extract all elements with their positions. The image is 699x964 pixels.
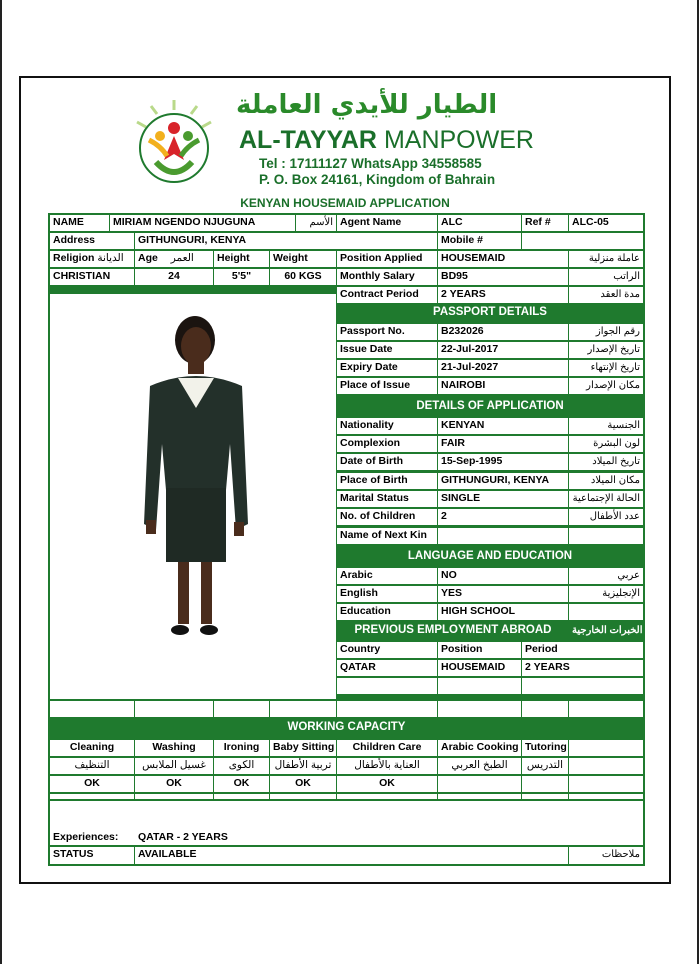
blank-cell xyxy=(438,701,521,717)
ref-value: ALC-05 xyxy=(569,215,643,231)
form-title: KENYAN HOUSEMAID APPLICATION xyxy=(240,196,450,210)
applicant-photo xyxy=(50,294,336,699)
contact-address: P. O. Box 24161, Kingdom of Bahrain xyxy=(259,172,496,187)
employment-col-position: Position xyxy=(438,642,521,658)
religion-label: Religion الديانة xyxy=(50,251,134,267)
marital-status-label: Marital Status xyxy=(337,491,437,507)
company-contact xyxy=(259,156,495,188)
name-label-ar: الأسم xyxy=(296,215,336,231)
monthly-salary-label: Monthly Salary xyxy=(337,269,437,285)
blank-cell xyxy=(438,794,521,799)
issue-date-value: 22-Jul-2017 xyxy=(438,342,568,358)
skill-tutoring: Tutoring xyxy=(522,740,568,756)
english-ar: الإنجليزية xyxy=(569,586,643,602)
place-of-birth-label: Place of Birth xyxy=(337,473,437,489)
blank-cell xyxy=(50,701,134,717)
mobile-value xyxy=(522,233,643,249)
address-label: Address xyxy=(50,233,134,249)
contact-phone: Tel : 17111127 WhatsApp 34558585 xyxy=(259,156,482,171)
skill-children-care: Children Care xyxy=(337,740,437,756)
marital-status-ar: الحالة الإجتماعية xyxy=(569,491,643,507)
skill-empty xyxy=(569,758,643,774)
skill-tutoring-value xyxy=(522,776,568,792)
name-label: NAME xyxy=(50,215,109,231)
page-edge-left xyxy=(0,0,2,964)
skill-arabic-cooking-value xyxy=(438,776,521,792)
skill-ironing: Ironing xyxy=(214,740,269,756)
skill-arabic-cooking-ar: الطبخ العربي xyxy=(438,758,521,774)
applicant-figure xyxy=(50,294,336,699)
expiry-date-value: 21-Jul-2027 xyxy=(438,360,568,376)
blank-cell xyxy=(569,701,643,717)
religion-value: CHRISTIAN xyxy=(50,269,134,285)
expiry-date-label: Expiry Date xyxy=(337,360,437,376)
monthly-salary-ar: الراتب xyxy=(569,269,643,285)
working-capacity-heading: WORKING CAPACITY xyxy=(50,720,643,738)
skill-children-care-value: OK xyxy=(337,776,437,792)
blank-cell xyxy=(270,701,336,717)
skill-ironing-value: OK xyxy=(214,776,269,792)
previous-employment-heading-ar: الخبرات الخارجية xyxy=(569,623,643,640)
education-value: HIGH SCHOOL xyxy=(438,604,568,620)
weight-value: 60 KGS xyxy=(270,269,336,285)
blank-cell xyxy=(337,794,437,799)
arabic-label: Arabic xyxy=(337,568,437,584)
skill-ironing-ar: الكوى xyxy=(214,758,269,774)
company-logo xyxy=(131,98,217,194)
date-of-birth-value: 15-Sep-1995 xyxy=(438,454,568,470)
place-of-issue-label: Place of Issue xyxy=(337,378,437,394)
nationality-label: Nationality xyxy=(337,418,437,434)
details-of-application-heading: DETAILS OF APPLICATION xyxy=(337,399,643,416)
passport-no-value: B232026 xyxy=(438,324,568,340)
weight-label: Weight xyxy=(270,251,336,267)
nationality-ar: الجنسية xyxy=(569,418,643,434)
no-of-children-value: 2 xyxy=(438,509,568,525)
language-education-heading: LANGUAGE AND EDUCATION xyxy=(337,549,643,566)
employment-col-period: Period xyxy=(522,642,643,658)
blank-cell xyxy=(214,794,269,799)
issue-date-label: Issue Date xyxy=(337,342,437,358)
skill-children-care-ar: العناية بالأطفال xyxy=(337,758,437,774)
position-applied-label: Position Applied xyxy=(337,251,437,267)
company-arabic-name: الطيار للأيدي العاملة xyxy=(236,90,498,120)
complexion-label: Complexion xyxy=(337,436,437,452)
employment-empty-cell xyxy=(337,678,437,694)
place-of-issue-ar: مكان الإصدار xyxy=(569,378,643,394)
english-label: English xyxy=(337,586,437,602)
mobile-label: Mobile # xyxy=(438,233,521,249)
skill-empty xyxy=(569,740,643,756)
blank-cell xyxy=(337,701,437,717)
employment-col-country: Country xyxy=(337,642,437,658)
height-value: 5'5" xyxy=(214,269,269,285)
age-value: 24 xyxy=(135,269,213,285)
position-applied-ar: عاملة منزلية xyxy=(569,251,643,267)
contract-period-ar: مدة العقد xyxy=(569,287,643,303)
blank-cell xyxy=(50,794,134,799)
blank-cell xyxy=(522,794,568,799)
skill-washing-ar: غسيل الملابس xyxy=(135,758,213,774)
issue-date-ar: تاريخ الإصدار xyxy=(569,342,643,358)
remarks-label-ar: ملاحظات xyxy=(569,847,643,864)
place-of-birth-value: GITHUNGURI, KENYA xyxy=(438,473,568,489)
marital-status-value: SINGLE xyxy=(438,491,568,507)
agent-name-label: Agent Name xyxy=(337,215,437,231)
arabic-ar: عربي xyxy=(569,568,643,584)
status-label: STATUS xyxy=(50,847,134,864)
english-value: YES xyxy=(438,586,568,602)
skill-arabic-cooking: Arabic Cooking xyxy=(438,740,521,756)
date-of-birth-label: Date of Birth xyxy=(337,454,437,470)
arabic-value: NO xyxy=(438,568,568,584)
experiences-label: Experiences: xyxy=(53,831,119,843)
blank-cell xyxy=(214,701,269,717)
name-value: MIRIAM NGENDO NJUGUNA xyxy=(110,215,295,231)
experiences-value: QATAR - 2 YEARS xyxy=(138,831,228,843)
application-sheet xyxy=(19,76,671,884)
employment-empty-cell xyxy=(522,678,643,694)
blank-cell xyxy=(135,701,213,717)
position-applied-value: HOUSEMAID xyxy=(438,251,568,267)
blank-cell xyxy=(569,794,643,799)
height-label: Height xyxy=(214,251,269,267)
next-of-kin-value xyxy=(438,528,568,544)
skill-tutoring-ar: التدريس xyxy=(522,758,568,774)
employment-country-value: QATAR xyxy=(337,660,437,676)
previous-employment-heading: PREVIOUS EMPLOYMENT ABROAD xyxy=(337,623,569,640)
contract-period-label: Contract Period xyxy=(337,287,437,303)
skill-washing-value: OK xyxy=(135,776,213,792)
education-label: Education xyxy=(337,604,437,620)
place-of-birth-ar: مكان الميلاد xyxy=(569,473,643,489)
passport-no-ar: رقم الجواز xyxy=(569,324,643,340)
nationality-value: KENYAN xyxy=(438,418,568,434)
no-of-children-ar: عدد الأطفال xyxy=(569,509,643,525)
passport-details-heading: PASSPORT DETAILS xyxy=(337,305,643,322)
passport-no-label: Passport No. xyxy=(337,324,437,340)
application-form xyxy=(48,213,645,866)
skill-baby-sitting-value: OK xyxy=(270,776,336,792)
skill-baby-sitting: Baby Sitting xyxy=(270,740,336,756)
skill-baby-sitting-ar: تربية الأطفال xyxy=(270,758,336,774)
contract-period-value: 2 YEARS xyxy=(438,287,568,303)
next-of-kin-ar xyxy=(569,528,643,544)
age-label: Age العمر xyxy=(135,251,213,267)
skill-washing: Washing xyxy=(135,740,213,756)
status-value: AVAILABLE xyxy=(135,847,568,864)
ref-label: Ref # xyxy=(522,215,568,231)
employment-empty-cell xyxy=(438,678,521,694)
date-of-birth-ar: تاريخ الميلاد xyxy=(569,454,643,470)
complexion-ar: لون البشرة xyxy=(569,436,643,452)
no-of-children-label: No. of Children xyxy=(337,509,437,525)
monthly-salary-value: BD95 xyxy=(438,269,568,285)
blank-cell xyxy=(135,794,213,799)
agent-name-value: ALC xyxy=(438,215,521,231)
education-ar xyxy=(569,604,643,620)
skill-cleaning-value: OK xyxy=(50,776,134,792)
blank-cell xyxy=(522,701,568,717)
employment-period-value: 2 YEARS xyxy=(522,660,643,676)
place-of-issue-value: NAIROBI xyxy=(438,378,568,394)
skill-empty xyxy=(569,776,643,792)
company-name: AL-TAYYAR MANPOWER xyxy=(239,126,534,154)
skill-cleaning-ar: التنظيف xyxy=(50,758,134,774)
skill-cleaning: Cleaning xyxy=(50,740,134,756)
blank-cell xyxy=(270,794,336,799)
next-of-kin-label: Name of Next Kin xyxy=(337,528,437,544)
employment-position-value: HOUSEMAID xyxy=(438,660,521,676)
address-value: GITHUNGURI, KENYA xyxy=(135,233,437,249)
expiry-date-ar: تاريخ الإنتهاء xyxy=(569,360,643,376)
complexion-value: FAIR xyxy=(438,436,568,452)
